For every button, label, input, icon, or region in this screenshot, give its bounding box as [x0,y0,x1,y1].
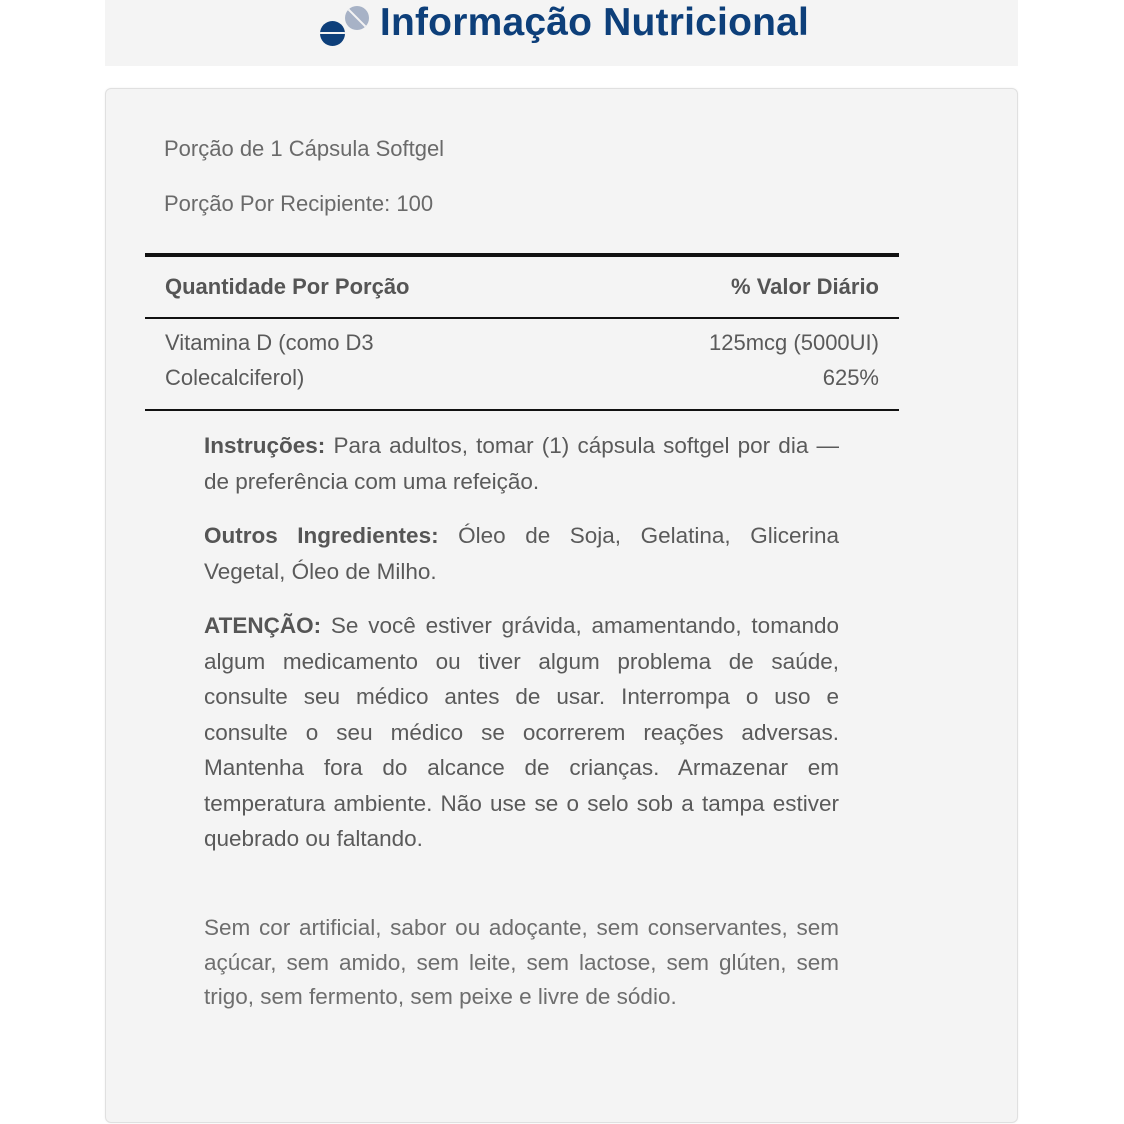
pill-capsules-icon [314,1,370,45]
nutrition-facts-panel [105,88,1018,1123]
warning-paragraph [204,608,839,857]
instructions-paragraph [204,428,839,499]
nutrient-name-line2: Colecalciferol) [165,365,305,390]
other-ingredients-label: Outros Ingredientes: [204,523,439,548]
header-amount-per-serving: Quantidade Por Porção [165,274,410,299]
table-row [145,319,899,409]
header-title-group [314,1,809,45]
light-pill-icon [345,6,369,30]
warning-label: ATENÇÃO: [204,613,322,638]
facts-table [145,253,899,411]
nutrient-daily-value: 625% [822,365,879,390]
free-from-paragraph: Sem cor artificial, sabor ou adoçante, sem conservantes, sem açúcar, sem amido, sem leite, sem lactose, sem glúten, sem trigo, sem fermento, sem peixe e livre de sódio. [204,915,839,1009]
table-header [145,257,899,317]
nutrient-values [709,325,879,395]
nutrient-amount: 125mcg (5000UI) [709,330,879,355]
nutrient-name [165,325,374,395]
other-ingredients-text: Óleo de Soja, Gelatina, Glicerina Vegetal, Óleo de Milho. [204,523,839,584]
page-title: Informação Nutricional [379,1,810,44]
instructions-label: Instruções: [204,433,326,458]
other-ingredients-paragraph [204,518,839,589]
dark-pill-icon [320,21,345,46]
table-bottom-rule [145,409,899,411]
instructions-text: Para adultos, tomar (1) cápsula softgel por dia — de preferência com uma refeição. [204,433,839,494]
warning-text: Se você estiver grávida, amamentando, tomando algum medicamento ou tiver algum problema de saúde, consulte seu médico antes de usar. Interrompa o uso e consulte o seu médico se ocorrerem reações adversas. Mantenha fora do alcance de crianças. Armazenar em temperatura ambiente. Não use se o selo sob a tampa estiver quebrado ou faltando. [204,613,839,851]
header-panel [105,0,1018,66]
nutrient-name-line1: Vitamina D (como D3 [165,330,374,355]
serving-size: Porção de 1 Cápsula Softgel [164,136,445,161]
header-daily-value: % Valor Diário [731,274,879,299]
servings-per-container: Porção Por Recipiente: 100 [164,191,434,216]
